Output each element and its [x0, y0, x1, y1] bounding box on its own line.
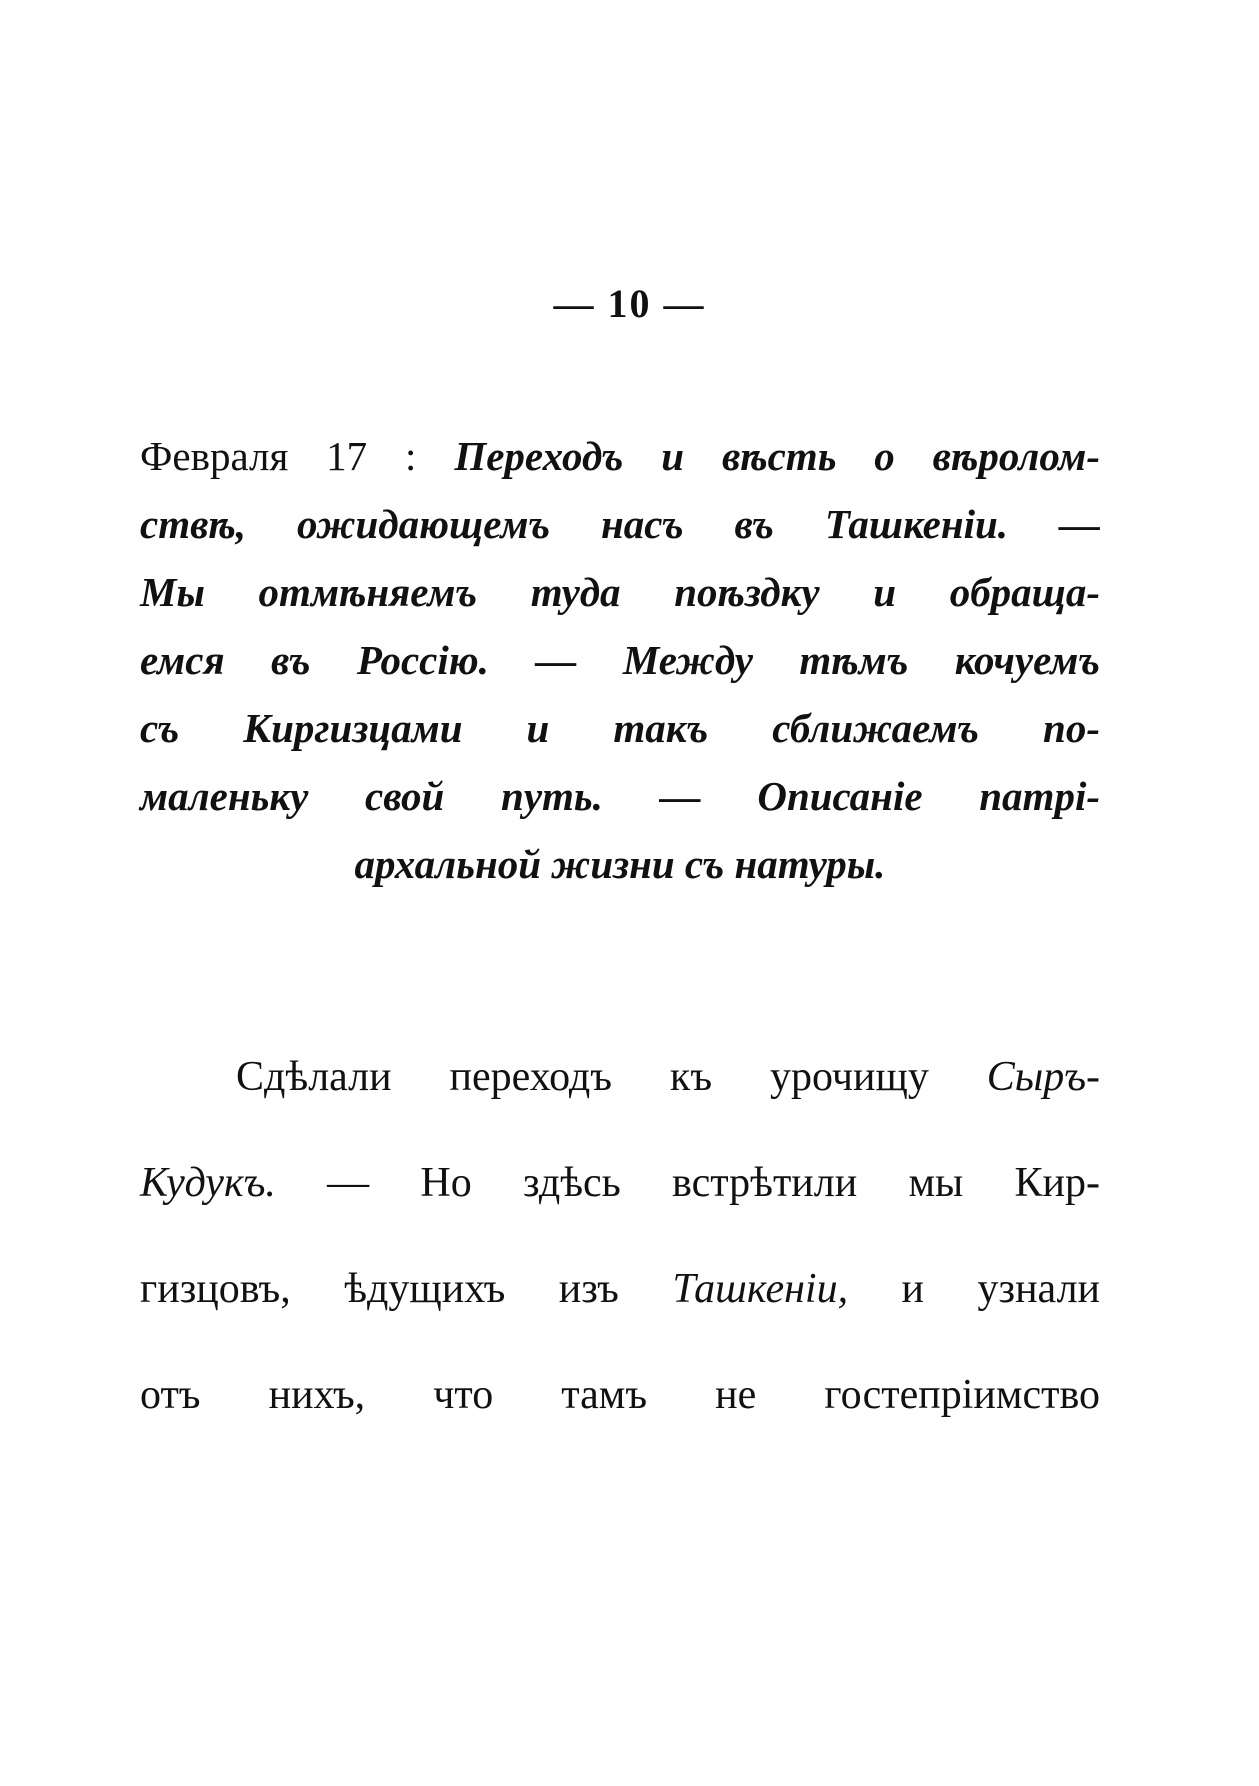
summary-text: ствѣ, ожидающемъ насъ въ Ташкенiи. —: [140, 501, 1100, 547]
body-text: Сдѣлали переходъ къ урочищу: [236, 1054, 987, 1100]
body-line: [140, 1342, 1100, 1448]
summary-line: [140, 490, 1100, 558]
summary-date: Февраля 17 :: [140, 433, 417, 479]
summary-text: съ Киргизцами и такъ сближаемъ по-: [140, 705, 1100, 751]
summary-text: Переходъ и вѣсть о вѣролом-: [454, 433, 1101, 479]
place-name: Кудукъ.: [140, 1160, 276, 1206]
summary-line: [140, 762, 1100, 830]
summary-text: Мы отмѣняемъ туда поѣздку и обраща-: [140, 569, 1100, 615]
summary-text: маленьку свой путь. — Описанiе патрi-: [140, 773, 1100, 819]
summary-line: [140, 558, 1100, 626]
body-text: — Но здѣсь встрѣтили мы Кир-: [275, 1160, 1100, 1206]
summary-text: архальной жизни съ натуры.: [354, 841, 886, 887]
body-line: [140, 1130, 1100, 1236]
summary-text: емся въ Россiю. — Между тѣмъ кочуемъ: [140, 637, 1100, 683]
page-number: — 10 —: [553, 281, 706, 326]
body-line: [140, 1024, 1100, 1130]
chapter-summary: [140, 422, 1100, 898]
body-paragraph: [140, 1024, 1100, 1448]
summary-line: [140, 422, 1100, 490]
body-text: отъ нихъ, что тамъ не гостепрiимство: [140, 1372, 1100, 1418]
body-text: гизцовъ, ѣдущихъ изъ: [140, 1266, 673, 1312]
place-name: Ташкенiи,: [672, 1266, 849, 1312]
summary-line: [140, 694, 1100, 762]
body-line: [140, 1236, 1100, 1342]
summary-line-last: [140, 830, 1100, 898]
summary-line: [140, 626, 1100, 694]
place-name: Сыръ-: [986, 1054, 1100, 1100]
body-text: и узнали: [848, 1266, 1100, 1312]
